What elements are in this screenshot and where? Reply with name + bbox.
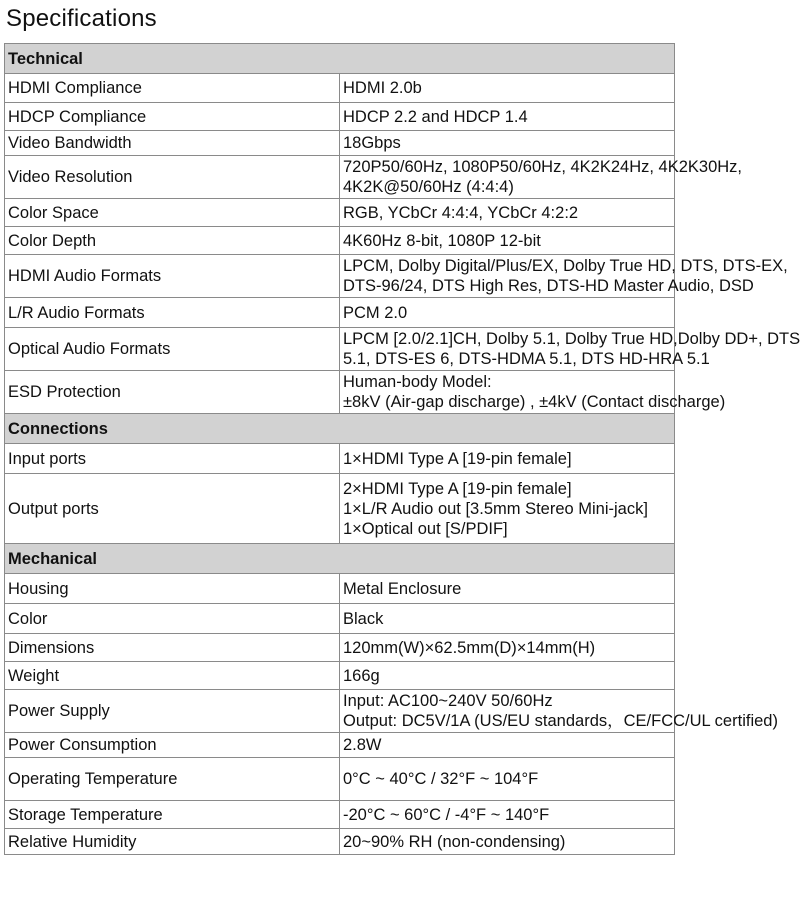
spec-row: [5, 74, 675, 103]
spec-value-line: ±8kV (Air-gap discharge) , ±4kV (Contact discharge): [343, 393, 726, 411]
spec-value: [340, 328, 800, 371]
section-header-technical: [5, 44, 675, 74]
specifications-table: [4, 43, 800, 855]
spec-value-line: RGB, YCbCr 4:4:4, YCbCr 4:2:2: [343, 203, 579, 222]
spec-value-line: 2×HDMI Type A [19-pin female]: [343, 479, 572, 498]
spec-value-line: LPCM [2.0/2.1]CH, Dolby 5.1, Dolby True HD,Dolby DD+, DTS: [343, 330, 800, 348]
spec-row: [5, 690, 675, 733]
spec-row: [5, 444, 675, 474]
spec-value-line: 1×L/R Audio out [3.5mm Stereo Mini-jack]: [343, 499, 648, 518]
spec-row: [5, 604, 675, 634]
spec-value: [340, 474, 675, 544]
spec-value-line: Output: DC5V/1A (US/EU standards，CE/FCC/UL certified): [343, 712, 778, 730]
spec-row: [5, 474, 675, 544]
spec-value: [340, 103, 675, 131]
spec-label: HDMI Audio Formats: [5, 255, 340, 298]
spec-value-line: 0°C ~ 40°C / 32°F ~ 104°F: [343, 770, 539, 788]
spec-value: [340, 829, 675, 855]
spec-label: Video Resolution: [5, 156, 340, 199]
spec-label: Video Bandwidth: [5, 131, 340, 156]
spec-row: [5, 328, 675, 371]
spec-value: [340, 604, 675, 634]
spec-value: [340, 199, 675, 227]
spec-value: [340, 634, 675, 662]
specifications-table-body: [5, 44, 800, 855]
spec-label: Input ports: [5, 444, 340, 474]
spec-value-line: 1×Optical out [S/PDIF]: [343, 519, 508, 538]
spec-label: HDMI Compliance: [5, 74, 340, 103]
spec-label: Storage Temperature: [5, 801, 340, 829]
spec-row: [5, 829, 675, 855]
spec-value-line: Human-body Model:: [343, 373, 492, 391]
spec-label: Optical Audio Formats: [5, 328, 340, 371]
spec-value: [340, 74, 675, 103]
spec-value: [340, 371, 726, 414]
spec-label: HDCP Compliance: [5, 103, 340, 131]
spec-row: [5, 199, 675, 227]
spec-row: [5, 227, 675, 255]
spec-label: L/R Audio Formats: [5, 298, 340, 328]
spec-label: Relative Humidity: [5, 829, 340, 855]
spec-value: [340, 255, 788, 298]
spec-value-line: 120mm(W)×62.5mm(D)×14mm(H): [343, 638, 596, 657]
spec-label: Color Depth: [5, 227, 340, 255]
spec-value-line: 5.1, DTS-ES 6, DTS-HDMA 5.1, DTS HD-HRA 5.1: [343, 350, 710, 368]
spec-row: [5, 733, 675, 758]
spec-value: [340, 758, 675, 801]
spec-value: [340, 574, 675, 604]
spec-label: ESD Protection: [5, 371, 340, 414]
page-title: Specifications: [6, 5, 157, 32]
spec-value: [340, 733, 675, 758]
spec-value: [340, 298, 675, 328]
spec-label: Power Supply: [5, 690, 340, 733]
section-title: Technical: [5, 44, 675, 74]
spec-value-line: 720P50/60Hz, 1080P50/60Hz, 4K2K24Hz, 4K2K30Hz,: [343, 158, 743, 176]
spec-label: Dimensions: [5, 634, 340, 662]
spec-value-line: 4K60Hz 8-bit, 1080P 12-bit: [343, 231, 541, 250]
spec-value-line: 1×HDMI Type A [19-pin female]: [343, 449, 572, 468]
spec-value: [340, 444, 675, 474]
spec-label: Color: [5, 604, 340, 634]
spec-value-line: Input: AC100~240V 50/60Hz: [343, 692, 553, 710]
spec-value: [340, 227, 675, 255]
spec-row: [5, 574, 675, 604]
spec-label: Power Consumption: [5, 733, 340, 758]
spec-row: [5, 371, 675, 414]
spec-value-line: DTS-96/24, DTS High Res, DTS-HD Master Audio, DSD: [343, 277, 754, 295]
spec-row: [5, 103, 675, 131]
spec-value-line: -20°C ~ 60°C / -4°F ~ 140°F: [343, 805, 550, 824]
spec-value: [340, 131, 675, 156]
spec-value-line: 166g: [343, 666, 380, 685]
spec-label: Output ports: [5, 474, 340, 544]
spec-row: [5, 801, 675, 829]
spec-value-line: LPCM, Dolby Digital/Plus/EX, Dolby True HD, DTS, DTS-EX,: [343, 257, 788, 275]
spec-value-line: 4K2K@50/60Hz (4:4:4): [343, 178, 514, 196]
spec-row: [5, 758, 675, 801]
spec-value-line: 18Gbps: [343, 134, 401, 152]
spec-label: Operating Temperature: [5, 758, 340, 801]
section-header-connections: [5, 414, 675, 444]
spec-value: [340, 801, 675, 829]
section-title: Mechanical: [5, 544, 675, 574]
spec-value: [340, 690, 778, 733]
spec-row: [5, 156, 675, 199]
spec-value-line: Black: [343, 609, 384, 628]
spec-row: [5, 298, 675, 328]
section-header-mechanical: [5, 544, 675, 574]
spec-value-line: HDMI 2.0b: [343, 79, 422, 97]
spec-value-line: PCM 2.0: [343, 303, 408, 322]
spec-value: [340, 662, 675, 690]
spec-value-line: HDCP 2.2 and HDCP 1.4: [343, 107, 528, 126]
spec-label: Color Space: [5, 199, 340, 227]
spec-label: Housing: [5, 574, 340, 604]
spec-row: [5, 255, 675, 298]
spec-value: [340, 156, 743, 199]
spec-row: [5, 131, 675, 156]
spec-row: [5, 662, 675, 690]
spec-value-line: Metal Enclosure: [343, 579, 462, 598]
spec-value-line: 20~90% RH (non-condensing): [343, 832, 566, 851]
spec-row: [5, 634, 675, 662]
section-title: Connections: [5, 414, 675, 444]
spec-value-line: 2.8W: [343, 736, 382, 754]
spec-label: Weight: [5, 662, 340, 690]
